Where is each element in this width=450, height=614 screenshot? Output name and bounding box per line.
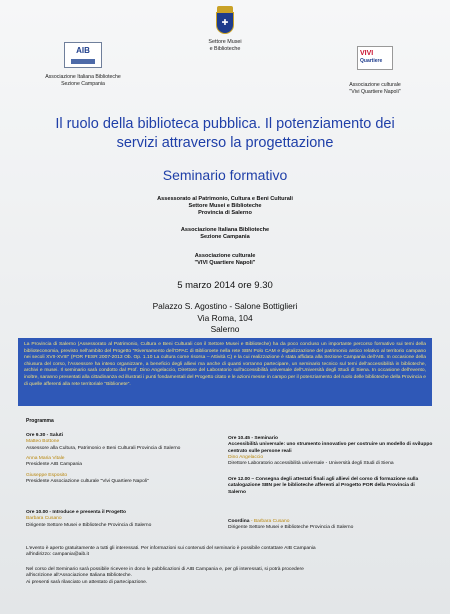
event-date: 5 marzo 2014 ore 9.30 xyxy=(177,280,273,291)
aib-logo: AIB xyxy=(64,42,102,68)
province-crest-icon: ✚ xyxy=(214,6,236,36)
flyer-subtitle: Seminario formativo xyxy=(162,167,288,183)
organizer-block-2: Associazione Italiana Biblioteche Sezione Campania xyxy=(180,227,270,240)
program-item-intro: Ore 10.00 - Introduce e presenta il Progetto Barbara Cusano Dirigente Settore Musei e Biblioteche Provincia di Salerno xyxy=(26,510,152,528)
organizer-block-1: Assessorato al Patrimonio, Cultura e Beni Culturali Settore Musei e Biblioteche Provincia di Salerno xyxy=(157,196,293,216)
program-item-coordination: Coordina - Barbara Cusano Dirigente Settore Musei e Biblioteche Provincia di Salerno xyxy=(228,519,354,531)
aib-logo-block xyxy=(38,42,128,88)
program-item-esposito: Giuseppe Esposito Presidente Associazione culturale "Vivi Quartiere Napoli" xyxy=(26,473,149,485)
footer-info: L'evento è aperto gratuitamente a tutti gli interessati. Per informazioni sui contenuti del seminario è possibile contattare AIB Campania all'indirizzo: campania@aib.it xyxy=(26,546,316,558)
vivi-logo-block xyxy=(332,42,418,96)
event-venue: Palazzo S. Agostino - Salone Bottiglieri Via Roma, 104 Salerno xyxy=(152,301,298,334)
program-item-vitale: Anna Maria Vitale Presidente AIB Campania xyxy=(26,456,83,468)
aib-caption-1: Associazione Italiana Biblioteche xyxy=(45,74,121,80)
vivi-caption-1: Associazione culturale xyxy=(349,82,401,88)
description-box: La Provincia di Salerno (Assessorato al Patrimonio, Cultura e Beni Culturali con il Settore Musei e Biblioteche) ha da poco concluso un importante percorso formativo sui temi della biblioteconomia, previsto nell'ambito del Progetto "Riversamento dell'OPAC di Biblioroete nella rete SBN Polo CAM e digitalizzazione del patrimonio antico relativo al territorio campano nei secoli XVII-XVIII" (POR FESR 2007-2013 Ob. Op. 1.10 La cultura come risorsa – Attività C) e la cui realizzazione è stata affidata alla Sezione Campania dell'AIB. In occasione della chiusura del corso, l'Assessore ha inteso organizzare, a beneficio degli allievi ma anche di quanti vorranno partecipare, un seminario tecnico sul temi dell'accessibilità in biblioteche, archivi e musei. Il seminario sarà condotto dal Prof. Dino Angelaccio, Direttore del Laboratorio sull'accessibilità universale dell'Università degli Studi di Siena. In occasione dell'evento, inoltre, saranno presentati alla cittadinanza ed illustrati i punti fondamentali del Progetto citato e le azioni messe in campo per il potenziamento del ruolo delle biblioteche della Provincia e di quelle afferenti alla rete territoriale "Biblionete". xyxy=(18,338,432,406)
vivi-caption-2: "Vivi Quartiere Napoli" xyxy=(349,89,401,95)
programma-label: Programma xyxy=(26,418,54,424)
program-item-certificates: Ore 12.00 – Consegna degli attestati finali agli allievi del corso di formazione sulla catalogazione SBN per le biblioteche afferenti al Progetto POR della Provincia di Salerno xyxy=(228,477,419,495)
vivi-quartiere-logo: VIVI Quartiere xyxy=(357,46,393,70)
program-item-greetings: Ore 9.30 - Saluti Matteo Bottone Assessore alla Cultura, Patrimonio e Beni Culturali Provincia di Salerno xyxy=(26,433,181,451)
province-caption-2: e Biblioteche xyxy=(209,46,241,52)
province-caption-1: Settore Musei xyxy=(208,39,242,45)
program-item-seminar: Ore 10.45 - Seminario Accessibilità universale: uno strumento innovativo per costruire un modello di sviluppo centrato sulle persone reali Dino Angelaccio Direttore Laboratorio accessibilità universale - Università degli Studi di Siena xyxy=(228,436,433,467)
flyer-title: Il ruolo della biblioteca pubblica. Il potenziamento dei servizi attraverso la progettazione xyxy=(55,116,395,151)
organizer-block-3: Associazione culturale "VIVI Quartiere Napoli" xyxy=(194,253,256,266)
province-logo-block xyxy=(190,6,260,53)
aib-caption-2: Sezione Campania xyxy=(61,81,105,87)
footer-gifts: Nel corso del Seminario sarà possibile ricevere in dono le pubblicazioni di AIB Campania e, per gli interessati, si potrà procedere all'iscrizione all'Associazione Italiana Biblioteche. Ai presenti sarà rilasciato un attestato di partecipazione. xyxy=(26,567,304,585)
